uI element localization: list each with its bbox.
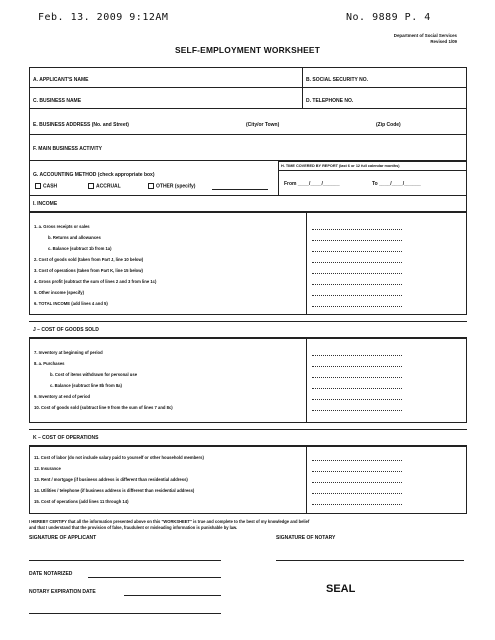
cogs-line-8c: c. Balance (subtract line 8b from 8a) xyxy=(50,383,122,388)
amount-4[interactable] xyxy=(312,284,402,285)
income-line-6: 6. TOTAL INCOME (add lines 4 and 5) xyxy=(34,301,108,306)
divider xyxy=(306,338,307,423)
ops-line-14: 14. Utilities / telephone (if business address is different than residential address) xyxy=(34,488,195,493)
date-notarized-line[interactable] xyxy=(88,577,221,578)
city-field[interactable]: (City/or Town) xyxy=(246,122,280,128)
divider xyxy=(306,446,307,514)
cash-checkbox[interactable] xyxy=(35,183,41,189)
amount-12[interactable] xyxy=(312,471,402,472)
cogs-header: J – COST OF GOODS SOLD xyxy=(33,327,99,333)
amount-7[interactable] xyxy=(312,355,402,356)
fax-page-number: No. 9889 P. 4 xyxy=(346,12,431,23)
amount-10[interactable] xyxy=(312,410,402,411)
income-line-1b: b. Returns and allowances xyxy=(48,235,101,240)
accounting-method-label: G. ACCOUNTING METHOD (check appropriate box) xyxy=(33,172,155,178)
cogs-line-8a: 8. a. Purchases xyxy=(34,361,65,366)
certification-line-1: I HEREBY CERTIFY that all the information presented above on this "WORKSHEET" is true and complete to the best of my knowledge and belief xyxy=(29,519,310,524)
divider xyxy=(306,212,307,315)
other-option[interactable]: OTHER (specify) xyxy=(148,183,195,189)
amount-2[interactable] xyxy=(312,262,402,263)
divider xyxy=(279,161,467,162)
date-notarized-label: DATE NOTARIZED xyxy=(29,571,73,577)
income-header-bar xyxy=(29,195,467,212)
divider xyxy=(279,170,467,171)
report-to-field[interactable]: To ____/____/______ xyxy=(372,181,421,187)
income-line-3: 3. Cost of operations (taken from Part K, line 15 below) xyxy=(34,268,143,273)
other-specify-line[interactable] xyxy=(212,189,268,190)
other-checkbox[interactable] xyxy=(148,183,154,189)
accrual-option[interactable]: ACCRUAL xyxy=(88,183,121,189)
report-from-field[interactable]: From ____/____/______ xyxy=(284,181,340,187)
amount-3[interactable] xyxy=(312,273,402,274)
income-header: I. INCOME xyxy=(33,201,58,207)
income-line-1c: c. Balance (subtract 1b from 1a) xyxy=(48,246,112,251)
amount-13[interactable] xyxy=(312,482,402,483)
notary-expiration-line[interactable] xyxy=(124,595,221,596)
amount-1b[interactable] xyxy=(312,240,402,241)
row-business xyxy=(29,88,467,109)
certification-line-2: and that I understand that the provision of false, fraudulent or misleading information is punishable by law. xyxy=(29,525,238,530)
amount-9[interactable] xyxy=(312,399,402,400)
amount-8a[interactable] xyxy=(312,366,402,367)
row-applicant xyxy=(29,67,467,88)
notary-signature-label: SIGNATURE OF NOTARY xyxy=(276,535,336,541)
ops-line-12: 12. Insurance xyxy=(34,466,61,471)
amount-1a[interactable] xyxy=(312,229,402,230)
amount-8b[interactable] xyxy=(312,377,402,378)
bottom-line xyxy=(29,613,221,614)
income-line-4: 4. Gross profit (subtract the sum of lines 2 and 3 from line 1c) xyxy=(34,279,157,284)
ops-line-13: 13. Rent / mortgage (if business address is different than residential address) xyxy=(34,477,188,482)
income-line-2: 2. Cost of goods sold (taken from Part J, line 10 below) xyxy=(34,257,144,262)
ops-line-11: 11. Cost of labor (do not include salary paid to yourself or other household members) xyxy=(34,455,204,460)
time-covered-label: H. TIME COVERED BY REPORT (last 6 or 12 full calendar months) xyxy=(281,164,400,168)
amount-6[interactable] xyxy=(312,306,402,307)
amount-14[interactable] xyxy=(312,493,402,494)
ops-line-15: 15. Cost of operations (add lines 11 through 14) xyxy=(34,499,129,504)
telephone-field[interactable]: D. TELEPHONE NO. xyxy=(306,98,354,104)
business-address-field[interactable]: E. BUSINESS ADDRESS (No. and Street) xyxy=(33,122,129,128)
revision-date: Revised 1/09 xyxy=(430,39,457,44)
cogs-line-8b: b. Cost of items withdrawn for personal use xyxy=(50,372,138,377)
amount-5[interactable] xyxy=(312,295,402,296)
applicant-signature-line[interactable] xyxy=(29,560,221,561)
cogs-line-10: 10. Cost of goods sold (subtract line 9 from the sum of lines 7 and 8c) xyxy=(34,405,173,410)
applicant-name-field[interactable]: A. APPLICANT'S NAME xyxy=(33,77,89,83)
amount-15[interactable] xyxy=(312,504,402,505)
seal-label: SEAL xyxy=(326,583,356,595)
cogs-line-7: 7. Inventory at beginning of period xyxy=(34,350,103,355)
main-activity-field[interactable]: F. MAIN BUSINESS ACTIVITY xyxy=(33,146,102,152)
operations-header: K – COST OF OPERATIONS xyxy=(33,435,99,441)
income-line-5: 5. Other income (specify) xyxy=(34,290,85,295)
zip-field[interactable]: (Zip Code) xyxy=(376,122,401,128)
amount-8c[interactable] xyxy=(312,388,402,389)
notary-signature-line[interactable] xyxy=(276,560,464,561)
accrual-checkbox[interactable] xyxy=(88,183,94,189)
applicant-signature-label: SIGNATURE OF APPLICANT xyxy=(29,535,97,541)
fax-timestamp: Feb. 13. 2009 9:12AM xyxy=(38,12,169,23)
amount-1c[interactable] xyxy=(312,251,402,252)
amount-11[interactable] xyxy=(312,460,402,461)
notary-expiration-label: NOTARY EXPIRATION DATE xyxy=(29,589,96,595)
business-name-field[interactable]: C. BUSINESS NAME xyxy=(33,98,82,104)
cash-option[interactable]: CASH xyxy=(35,183,57,189)
divider xyxy=(278,161,279,195)
page-title: SELF-EMPLOYMENT WORKSHEET xyxy=(174,45,321,55)
agency-name: Department of Social Services xyxy=(393,33,457,38)
cogs-line-9: 9. Inventory at end of period xyxy=(34,394,91,399)
ssn-field[interactable]: B. SOCIAL SECURITY NO. xyxy=(306,77,369,83)
income-line-1a: 1. a. Gross receipts or sales xyxy=(34,224,90,229)
